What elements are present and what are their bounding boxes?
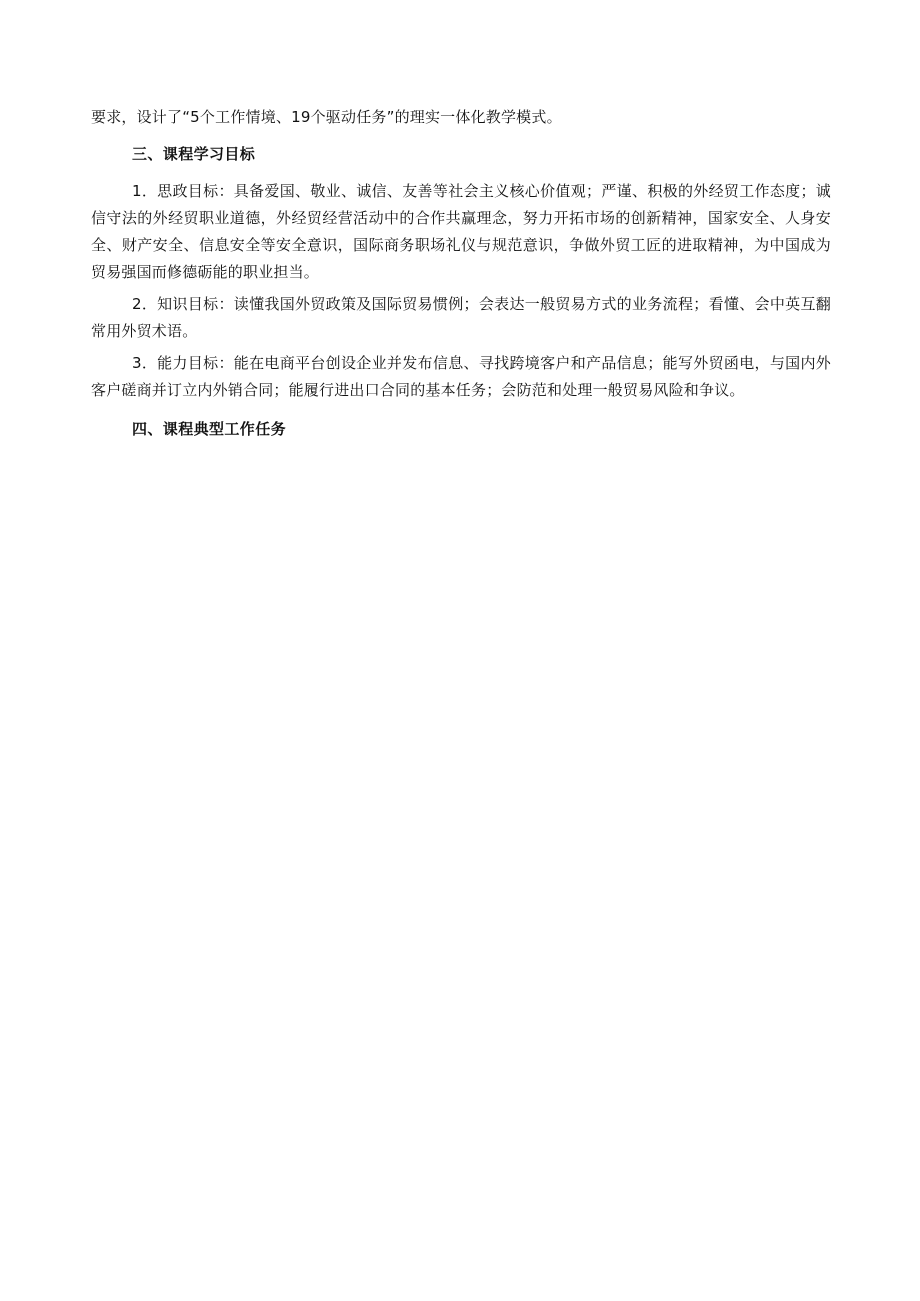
section-heading-typical-tasks: 四、课程典型工作任务	[132, 420, 287, 438]
objective-ability: 3．能力目标：能在电商平台创设企业并发布信息、寻找跨境客户和产品信息；能写外贸函电，与国内外客户磋商并订立内外销合同；能履行进出口合同的基本任务；会防范和处理一般贸易风险和争议。	[91, 354, 831, 399]
objective-ideological: 1．思政目标：具备爱国、敬业、诚信、友善等社会主义核心价值观；严谨、积极的外经贸工作态度；诚信守法的外经贸职业道德，外经贸经营活动中的合作共赢理念，努力开拓市场的创新精神，国家安全、人身安全、财产安全、信息安全等安全意识，国际商务职场礼仪与规范意识，争做外贸工匠的进取精神，为中国成为贸易强国而修德砺能的职业担当。	[91, 182, 831, 281]
section-heading-learning-objectives: 三、课程学习目标	[132, 145, 256, 163]
document-page	[91, 104, 831, 453]
objective-knowledge: 2．知识目标：读懂我国外贸政策及国际贸易惯例；会表达一般贸易方式的业务流程；看懂、会中英互翻常用外贸术语。	[91, 295, 831, 340]
intro-paragraph: 要求，设计了“5个工作情境、19个驱动任务”的理实一体化教学模式。	[91, 108, 562, 126]
